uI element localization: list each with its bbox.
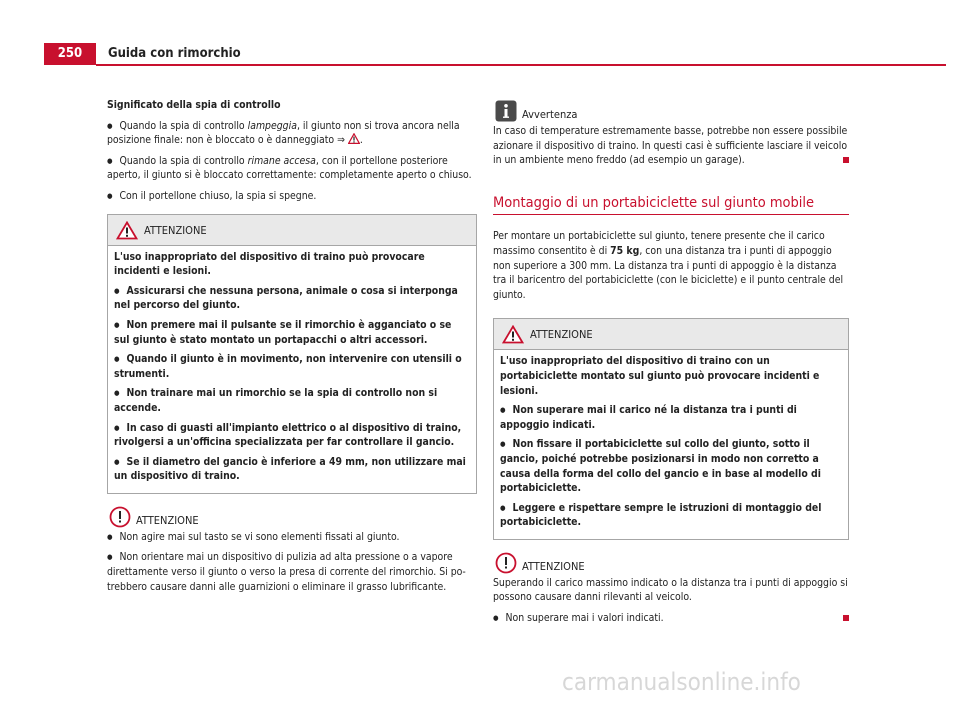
list-item: ● Quando il giunto è in movimento, non intervenire con utensili o strumenti. bbox=[114, 352, 470, 381]
end-mark bbox=[843, 615, 849, 621]
info-text: In caso di temperature estremamente basse, potrebbe non essere possibile azionare il dispositivo di traino. In questi casi è sufficiente lasciare il veicolo in un ambiente meno freddo (ad esempio un garage). bbox=[493, 125, 848, 167]
list-item: ● Quando la spia di controllo lampeggia, il giunto non si trova ancora nella posizione finale: non è bloccato o è danneggiato ⇒ . bbox=[107, 119, 477, 148]
right-column bbox=[493, 100, 849, 632]
notice-text: Superando il carico massimo indicato o la distanza tra i punti di appoggio si possono causare danni rilevanti al veicolo. bbox=[493, 576, 848, 604]
list-item: ● Non agire mai sul tasto se vi sono elementi fissati al giunto. bbox=[107, 530, 477, 545]
warning-box-title: ATTENZIONE bbox=[530, 328, 593, 342]
warning-box-header bbox=[108, 215, 476, 246]
list-item: ● Non superare mai il carico né la distanza tra i punti di appoggio indicati. bbox=[500, 403, 842, 432]
section-intro: Per montare un portabiciclette sul giunto, tenere presente che il carico massimo consentito è di 75 kg, con una distanza tra i punti di appoggio non superiore a 300 mm. La distanza tra i punti di appoggio è la distanza tra il baricentro del portabiciclette (con le biciclette) e il punto centrale del giunto. bbox=[493, 230, 844, 301]
list-item: ● In caso di guasti all'impianto elettrico o al dispositivo di traino, rivolgersi a un'officina specializzata per far controllare il gancio. bbox=[114, 421, 470, 450]
warning-box-title: ATTENZIONE bbox=[144, 223, 207, 237]
section-title: Montaggio di un portabiciclette sul giunto mobile bbox=[493, 194, 815, 211]
list-item: ● Non orientare mai un dispositivo di pulizia ad alta pressione o a vapore direttamente verso il giunto o verso la presa di corrente del rimorchio. Si potrebbero causare danni alle guarnizioni o eliminare il grasso lubrificante. bbox=[107, 550, 477, 594]
warning-triangle-icon bbox=[116, 221, 138, 240]
notice-header bbox=[107, 506, 477, 530]
warning-triangle-icon[interactable] bbox=[348, 133, 360, 144]
warning-box bbox=[107, 214, 477, 494]
list-item: ● Con il portellone chiuso, la spia si spegne. bbox=[107, 189, 477, 204]
warning-intro: L'uso inappropriato del dispositivo di traino con un portabiciclette montato sul giunto può provocare incidenti e lesioni. bbox=[500, 355, 820, 397]
warning-intro: L'uso inappropriato del dispositivo di traino può provocare incidenti e lesioni. bbox=[114, 250, 425, 278]
list-item: ● Quando la spia di controllo rimane accesa, con il portellone posteriore aperto, il giunto si è bloccato correttamente: completamente aperto o chiuso. bbox=[107, 154, 477, 183]
notice-title: ATTENZIONE bbox=[522, 559, 585, 573]
page-number: 250 bbox=[44, 43, 96, 65]
warning-box-body bbox=[494, 350, 848, 539]
list-item: ● Se il diametro del gancio è inferiore a 49 mm, non utilizzare mai un dispositivo di traino. bbox=[114, 455, 470, 484]
header-rule bbox=[96, 64, 946, 66]
info-icon bbox=[495, 100, 517, 122]
section-rule bbox=[493, 214, 849, 215]
warning-box-header bbox=[494, 319, 848, 350]
notice-header bbox=[493, 552, 849, 576]
list-item: ● Non superare mai i valori indicati. bbox=[493, 611, 849, 626]
watermark: carmanualsonline.info bbox=[562, 668, 801, 696]
subheading: Significato della spia di controllo bbox=[107, 99, 281, 111]
list-item: ● Non trainare mai un rimorchio se la spia di controllo non si accende. bbox=[114, 386, 470, 415]
info-header bbox=[493, 100, 849, 124]
exclamation-circle-icon bbox=[109, 506, 131, 528]
running-title: Guida con rimorchio bbox=[108, 46, 241, 61]
end-mark bbox=[843, 157, 849, 163]
list-item: ● Leggere e rispettare sempre le istruzioni di montaggio del portabiciclette. bbox=[500, 501, 842, 530]
notice-title: ATTENZIONE bbox=[136, 513, 199, 527]
list-item: ● Assicurarsi che nessuna persona, animale o cosa si interponga nel percorso del giunto. bbox=[114, 284, 470, 313]
warning-triangle-icon bbox=[502, 325, 524, 344]
exclamation-circle-icon bbox=[495, 552, 517, 574]
warning-box-body bbox=[108, 246, 476, 493]
warning-box bbox=[493, 318, 849, 540]
list-item: ● Non fissare il portabiciclette sul collo del giunto, sotto il gancio, poiché potrebbe posizionarsi in modo non corretto a causa della forma del collo del gancio e in base al modello di portabiciclette. bbox=[500, 437, 842, 495]
left-column bbox=[107, 98, 477, 600]
info-title: Avvertenza bbox=[522, 108, 578, 121]
list-item: ● Non premere mai il pulsante se il rimorchio è agganciato o se sul giunto è stato montato un portapacchi o altri accessori. bbox=[114, 318, 470, 347]
